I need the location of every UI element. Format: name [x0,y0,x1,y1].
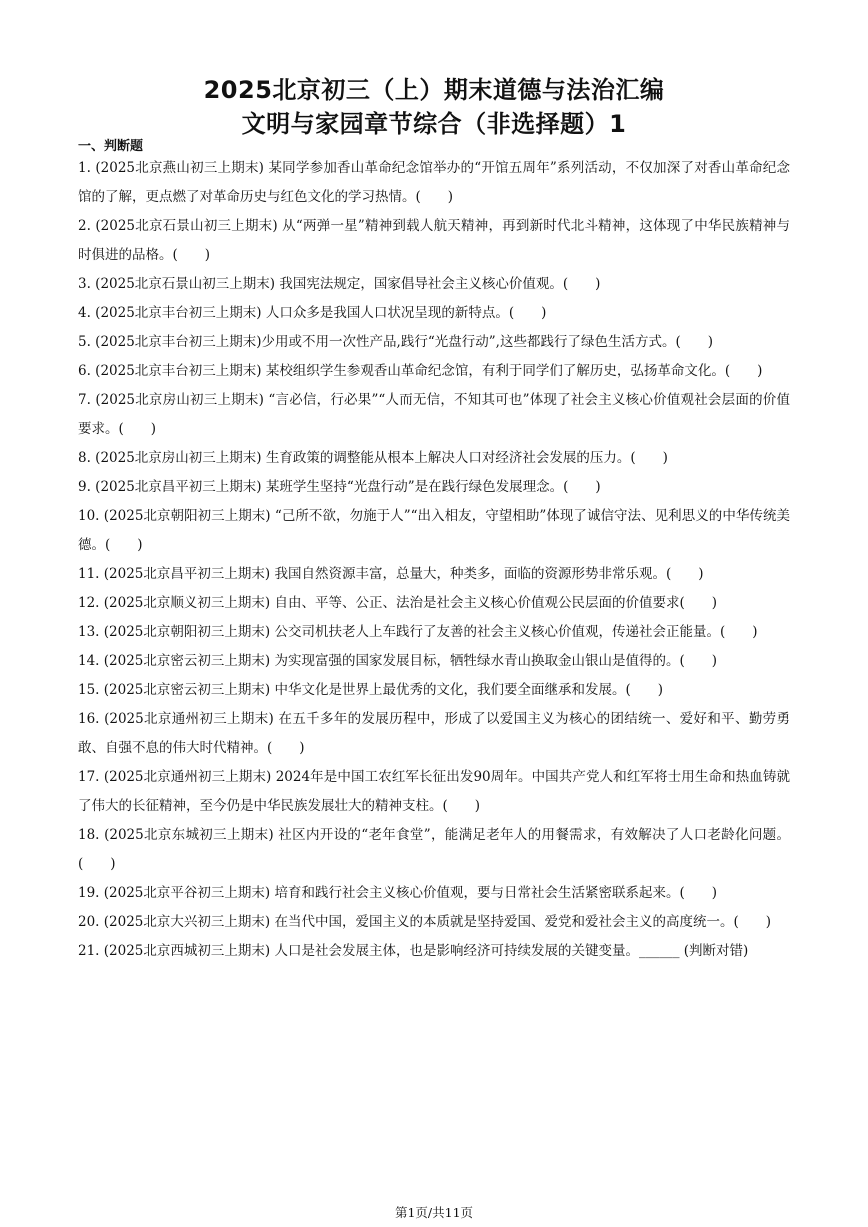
question-item: 1. (2025北京燕山初三上期末) 某同学参加香山革命纪念馆举办的“开馆五周年”系列活动，不仅加深了对香山革命纪念馆的了解，更点燃了对革命历史与红色文化的学习热情。( ) [78,160,790,205]
question-item: 11. (2025北京昌平初三上期末) 我国自然资源丰富，总量大，种类多，面临的资源形势非常乐观。( ) [78,566,704,582]
question-item: 15. (2025北京密云初三上期末) 中华文化是世界上最优秀的文化，我们要全面继承和发展。( ) [78,682,663,698]
document-title-line1: 2025北京初三（上）期末道德与法治汇编 [203,76,665,104]
question-item: 12. (2025北京顺义初三上期末) 自由、平等、公正、法治是社会主义核心价值观公民层面的价值要求( ) [78,595,717,611]
page-footer: 第1页/共11页 [394,1205,474,1220]
question-item: 20. (2025北京大兴初三上期末) 在当代中国，爱国主义的本质就是坚持爱国、爱党和爱社会主义的高度统一。( ) [78,914,771,930]
question-item: 14. (2025北京密云初三上期末) 为实现富强的国家发展目标，牺牲绿水青山换取金山银山是值得的。( ) [78,653,717,669]
question-item: 4. (2025北京丰台初三上期末) 人口众多是我国人口状况呈现的新特点。( ) [78,305,547,321]
question-item: 5. (2025北京丰台初三上期末)少用或不用一次性产品,践行“光盘行动”,这些都践行了绿色生活方式。( ) [78,334,713,350]
document-title-line2: 文明与家园章节综合（非选择题）1 [241,110,627,138]
question-item: 7. (2025北京房山初三上期末) “言必信，行必果”“人而无信，不知其可也”体现了社会主义核心价值观社会层面的价值要求。( ) [78,392,790,437]
question-item: 16. (2025北京通州初三上期末) 在五千多年的发展历程中，形成了以爱国主义为核心的团结统一、爱好和平、勤劳勇敢、自强不息的伟大时代精神。( ) [78,711,790,756]
section-heading: 一、判断题 [78,139,144,154]
question-list [78,154,790,966]
question-item: 6. (2025北京丰台初三上期末) 某校组织学生参观香山革命纪念馆，有利于同学们了解历史，弘扬革命文化。( ) [78,363,763,379]
question-item: 8. (2025北京房山初三上期末) 生育政策的调整能从根本上解决人口对经济社会发展的压力。( ) [78,450,668,466]
question-item: 21. (2025北京西城初三上期末) 人口是社会发展主体，也是影响经济可持续发展的关键变量。______ (判断对错) [78,943,749,959]
question-item: 3. (2025北京石景山初三上期末) 我国宪法规定，国家倡导社会主义核心价值观。( ) [78,276,601,292]
question-item: 18. (2025北京东城初三上期末) 社区内开设的“老年食堂”，能满足老年人的用餐需求，有效解决了人口老龄化问题。( ) [78,827,790,872]
question-item: 17. (2025北京通州初三上期末) 2024年是中国工农红军长征出发90周年。中国共产党人和红军将士用生命和热血铸就了伟大的长征精神，至今仍是中华民族发展壮大的精神支柱。( ) [78,769,790,814]
question-item: 2. (2025北京石景山初三上期末) 从“两弹一星”精神到载人航天精神，再到新时代北斗精神，这体现了中华民族精神与时俱进的品格。( ) [78,218,790,263]
question-item: 19. (2025北京平谷初三上期末) 培育和践行社会主义核心价值观，要与日常社会生活紧密联系起来。( ) [78,885,717,901]
question-item: 10. (2025北京朝阳初三上期末) “己所不欲，勿施于人”“出入相友，守望相助”体现了诚信守法、见利思义的中华传统美德。( ) [78,508,790,553]
question-item: 13. (2025北京朝阳初三上期末) 公交司机扶老人上车践行了友善的社会主义核心价值观，传递社会正能量。( ) [78,624,758,640]
question-item: 9. (2025北京昌平初三上期末) 某班学生坚持“光盘行动”是在践行绿色发展理念。( ) [78,479,601,495]
